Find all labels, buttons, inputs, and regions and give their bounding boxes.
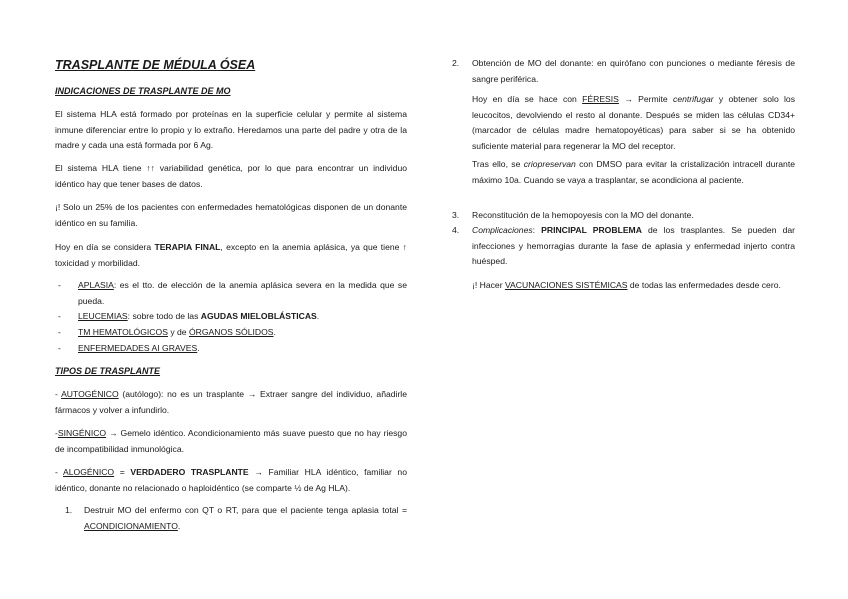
paragraph-hla: El sistema HLA está formado por proteínas en la superficie celular y permite al sistema inmune diferenciar entre lo propio y lo extraño. Heredamos una parte del padre y otra de la madre y cada una está formada por 6 Ag.: [55, 109, 407, 150]
document-title: TRASPLANTE DE MÉDULA ÓSEA: [55, 58, 256, 72]
paragraph-singenico: -SINGÉNICO → Gemelo idéntico. Acondicionamiento más suave puesto que no hay riesgo de incompatibilidad inmunológica.: [55, 428, 407, 454]
paragraph-criopreservacion: Tras ello, se criopreservan con DMSO para evitar la cristalización intracell durante máximo 10a. Cuando se vaya a trasplantar, se acondiciona al paciente.: [472, 159, 796, 185]
paragraph-alogenico: - ALOGÉNICO = VERDADERO TRASPLANTE → Familiar HLA idéntico, familiar no idéntico, donante no relacionado o haploidéntico (se comparte ½ de Ag HLA).: [55, 467, 407, 493]
list-item-aplasia: - APLASIA: es el tto. de elección de la anemia aplásica severa en la medida que se pueda.: [58, 280, 407, 306]
list-item-enfermedades-ai: - ENFERMEDADES AI GRAVES.: [58, 343, 200, 353]
paragraph-variabilidad: El sistema HLA tiene ↑↑ variabilidad genética, por lo que para encontrar un individuo idéntico hay que tener bases de datos.: [55, 163, 407, 189]
paragraph-terapia-final: Hoy en día se considera TERAPIA FINAL, excepto en la anemia aplásica, ya que tiene ↑ toxicidad y morbilidad.: [55, 242, 407, 268]
numbered-item-2: 2. Obtención de MO del donante: en quirófano con punciones o mediante féresis de sangre periférica.: [452, 58, 795, 84]
paragraph-autogenico: - AUTOGÉNICO (autólogo): no es un trasplante → Extraer sangre del individuo, añadirle fármacos y volver a infundirlo.: [55, 389, 407, 415]
numbered-item-1: 1. Destruir MO del enfermo con QT o RT, para que el paciente tenga aplasia total = ACONDICIONAMIENTO.: [65, 505, 407, 531]
list-item-leucemias: - LEUCEMIAS: sobre todo de las AGUDAS MIELOBLÁSTICAS.: [58, 311, 320, 321]
paragraph-donante: ¡! Solo un 25% de los pacientes con enfermedades hematológicas disponen de un donante idéntico en su familia.: [55, 202, 407, 228]
list-item-tumores: - TM HEMATOLÓGICOS y de ÓRGANOS SÓLIDOS.: [58, 327, 276, 337]
indicaciones-heading: INDICACIONES DE TRASPLANTE DE MO: [55, 86, 231, 96]
paragraph-feresis: Hoy en día se hace con FÉRESIS → Permite centrifugar y obtener solo los leucocitos, devolviendo el resto al donante. Después se miden las células CD34+ (marcador de células madre hematopoyéticas) para saber si se ha obtenido suficiente material para regenerar la MO del receptor.: [472, 94, 795, 151]
numbered-item-3: 3. Reconstitución de la hemopoyesis con la MO del donante.: [452, 210, 694, 220]
tipos-heading: TIPOS DE TRASPLANTE: [55, 366, 161, 376]
numbered-item-4: 4. Complicaciones: PRINCIPAL PROBLEMA de los trasplantes. Se pueden dar infecciones y hemorragias durante la fase de aplasia y enfermedad injerto contra huésped.: [452, 225, 795, 266]
paragraph-vacunaciones: ¡! Hacer VACUNACIONES SISTÉMICAS de todas las enfermedades desde cero.: [472, 280, 781, 290]
